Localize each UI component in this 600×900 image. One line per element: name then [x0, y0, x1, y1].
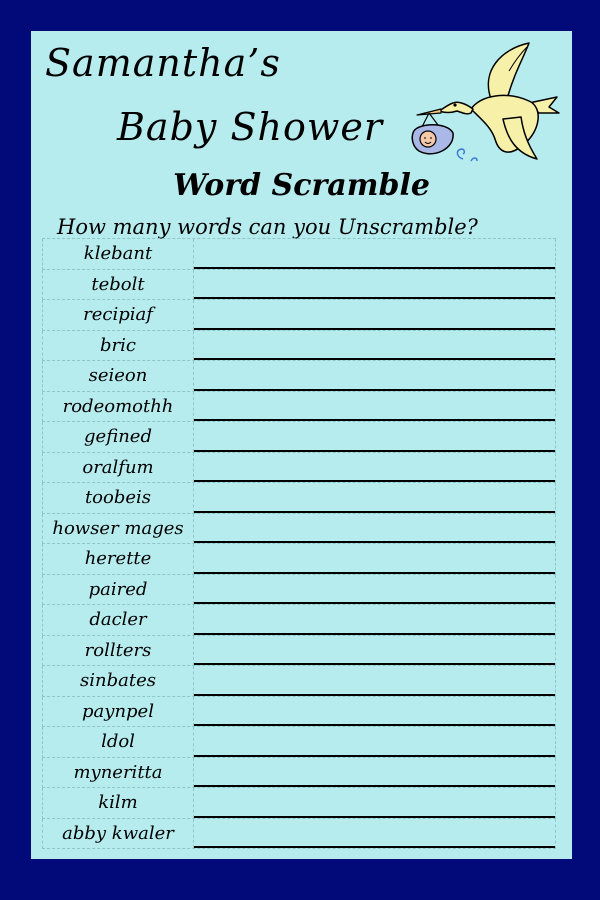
answer-line[interactable]: [194, 239, 555, 269]
word-row: [42, 514, 556, 545]
answer-line[interactable]: [194, 392, 555, 422]
scrambled-word: klebant: [43, 239, 194, 269]
scrambled-word: seieon: [43, 361, 194, 391]
instructions: How many words can you Unscramble?: [57, 215, 478, 239]
answer-line[interactable]: [194, 331, 555, 361]
scrambled-word: rollters: [43, 636, 194, 666]
scrambled-word: myneritta: [43, 758, 194, 788]
answer-line[interactable]: [194, 788, 555, 818]
answer-line[interactable]: [194, 453, 555, 483]
scrambled-word: dacler: [43, 605, 194, 635]
answer-line[interactable]: [194, 636, 555, 666]
stork-icon: [411, 41, 561, 165]
answer-line[interactable]: [194, 300, 555, 330]
scrambled-word: bric: [43, 331, 194, 361]
answer-line[interactable]: [194, 544, 555, 574]
word-row: [42, 361, 556, 392]
title-event: Baby Shower: [117, 105, 384, 149]
word-row: [42, 575, 556, 606]
scrambled-word: paired: [43, 575, 194, 605]
answer-line[interactable]: [194, 422, 555, 452]
scrambled-word: howser mages: [43, 514, 194, 544]
word-row: [42, 697, 556, 728]
answer-line[interactable]: [194, 483, 555, 513]
word-row: [42, 270, 556, 301]
answer-line[interactable]: [194, 666, 555, 696]
answer-line[interactable]: [194, 514, 555, 544]
scrambled-word: recipiaf: [43, 300, 194, 330]
word-row: [42, 331, 556, 362]
title-name: Samantha’s: [45, 41, 281, 85]
answer-line[interactable]: [194, 361, 555, 391]
answer-line[interactable]: [194, 727, 555, 757]
word-row: [42, 544, 556, 575]
word-row: [42, 758, 556, 789]
answer-line[interactable]: [194, 697, 555, 727]
word-row: [42, 300, 556, 331]
scrambled-word: herette: [43, 544, 194, 574]
scrambled-word: toobeis: [43, 483, 194, 513]
scrambled-word: kilm: [43, 788, 194, 818]
word-row: [42, 666, 556, 697]
word-row: [42, 788, 556, 819]
word-scramble-card: [31, 31, 572, 859]
answer-line[interactable]: [194, 758, 555, 788]
scrambled-word: rodeomothh: [43, 392, 194, 422]
scrambled-word: tebolt: [43, 270, 194, 300]
scrambled-word: sinbates: [43, 666, 194, 696]
answer-line[interactable]: [194, 575, 555, 605]
word-row: [42, 483, 556, 514]
scrambled-word: paynpel: [43, 697, 194, 727]
word-row: [42, 453, 556, 484]
answer-line[interactable]: [194, 819, 555, 849]
answer-line[interactable]: [194, 270, 555, 300]
scrambled-word: ldol: [43, 727, 194, 757]
word-row: [42, 727, 556, 758]
scrambled-word: oralfum: [43, 453, 194, 483]
word-row: [42, 605, 556, 636]
word-row: [42, 392, 556, 423]
word-row: [42, 819, 556, 850]
word-row: [42, 636, 556, 667]
scrambled-word: gefined: [43, 422, 194, 452]
word-row: [42, 422, 556, 453]
scrambled-word: abby kwaler: [43, 819, 194, 849]
game-title: Word Scramble: [173, 168, 430, 203]
word-row: [42, 239, 556, 270]
word-list: [42, 238, 556, 849]
answer-line[interactable]: [194, 605, 555, 635]
